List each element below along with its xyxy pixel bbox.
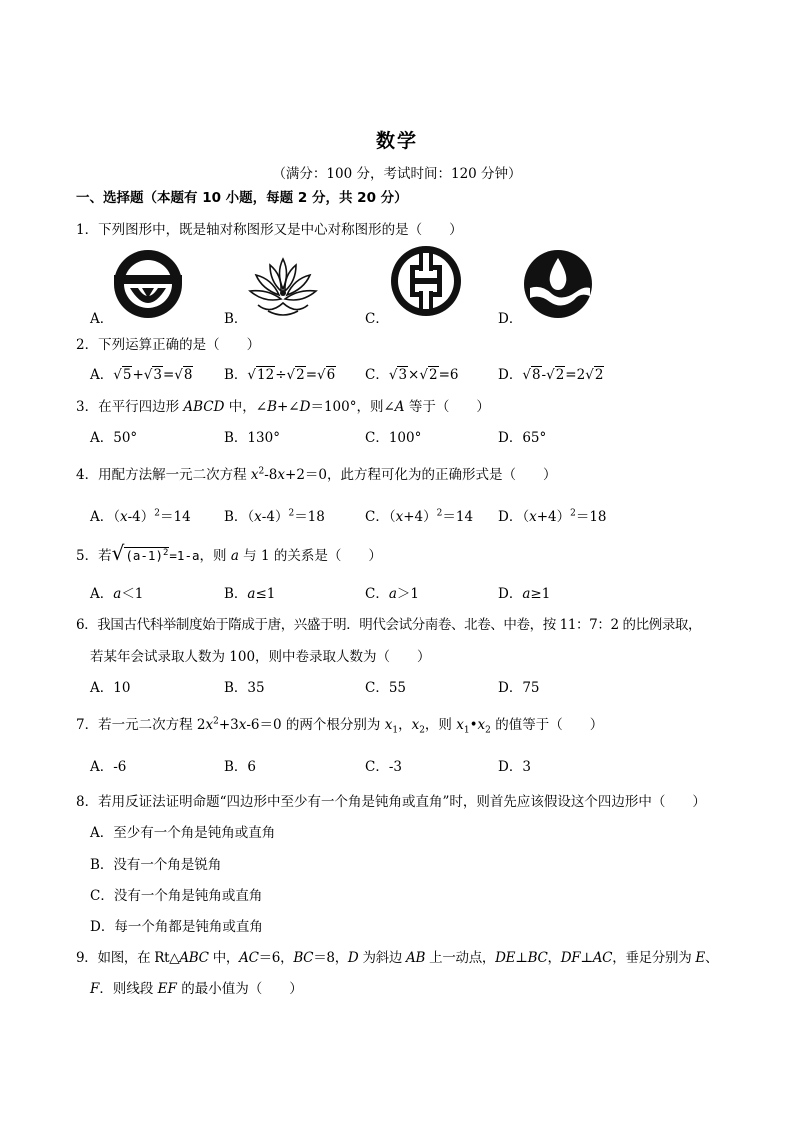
page-title: 数学 (375, 130, 418, 152)
q7-option-b: B．6 (224, 759, 257, 775)
q6-option-a: A．10 (90, 680, 131, 696)
lotus-icon (248, 255, 318, 319)
q5-option-b: B．a≤1 (224, 586, 276, 602)
q6-option-c: C．55 (365, 680, 407, 696)
q4-option-a: A．$(x-4)^2=14$ (90, 508, 191, 525)
q3-option-b: B．130° (224, 430, 280, 446)
q3-option-c: C．100° (365, 430, 422, 446)
q2-option-d: D．√8-√2=2√2 (498, 367, 604, 383)
question-9-line-1: 9．如图，在 Rt△ABC 中，AC＝6，BC＝8，D 为斜边 AB 上一动点，DE⊥BC，DF⊥AC，垂足分别为 E、 (76, 950, 719, 966)
q8-option-c: C．没有一个角是钝角或直角 (90, 888, 263, 904)
question-8: 8．若用反证法证明命题“四边形中至少有一个角是钝角或直角”时，则首先应该假设这个四边形中（ ） (76, 794, 706, 810)
section-heading: 一、选择题（本题有 10 小题，每题 2 分，共 20 分） (76, 190, 408, 206)
water-drop-logo-icon (522, 248, 594, 320)
question-9-line-2: F．则线段 EF 的最小值为（ ） (90, 981, 303, 997)
q8-option-d: D．每一个角都是钝角或直角 (90, 919, 263, 935)
q2-option-c: C．√3×√2=6 (365, 367, 459, 383)
q2-option-b: B．√12÷√2=√6 (224, 367, 336, 383)
q2-option-a: A．√5+√3=√8 (90, 367, 193, 383)
q4-option-b: B．$(x-4)^2=18$ (224, 508, 325, 525)
icbc-logo-icon (388, 243, 464, 319)
question-6-line-1: 6．我国古代科举制度始于隋成于唐，兴盛于明．明代会试分南卷、北卷、中卷，按 11：7：2 的比例录取， (76, 617, 702, 633)
q8-option-b: B．没有一个角是锐角 (90, 857, 222, 873)
bank-symbol-icon (112, 248, 184, 320)
q5-option-d: D．a≥1 (498, 586, 551, 602)
exam-info: （满分：100 分，考试时间：120 分钟） (272, 166, 522, 182)
question-4: 4．用配方法解一元二次方程 $x^2-8x+2=0$，此方程可化为的正确形式是（ ） (76, 466, 557, 483)
q6-option-d: D．75 (498, 680, 540, 696)
q7-option-d: D．3 (498, 759, 531, 775)
q1-option-b: B． (224, 311, 248, 327)
q6-option-b: B．35 (224, 680, 265, 696)
q1-option-a: A． (90, 311, 114, 327)
question-3: 3．在平行四边形 ABCD 中，∠B+∠D＝100°，则∠A 等于（ ） (76, 399, 490, 415)
question-6-line-2: 若某年会试录取人数为 100，则中卷录取人数为（ ） (90, 649, 431, 665)
question-2: 2．下列运算正确的是（ ） (76, 337, 261, 353)
question-7: 7．若一元二次方程 $2x^2+3x-6=0$ 的两个根分别为 $x_1$，$x_2$，则 $x_1•x_2$ 的值等于（ ） (76, 716, 604, 736)
q3-option-d: D．65° (498, 430, 547, 446)
q1-option-d: D． (498, 311, 523, 327)
question-5: 5．若$√(a-1)^2=1-a$，则 a 与 1 的关系是（ ） (76, 541, 382, 565)
q1-option-c: C． (365, 311, 389, 327)
q5-option-a: A．a＜1 (90, 586, 144, 602)
q7-option-a: A．-6 (90, 759, 127, 775)
q8-option-a: A．至少有一个角是钝角或直角 (90, 825, 276, 841)
q3-option-a: A．50° (90, 430, 138, 446)
q4-option-c: C．$(x+4)^2=14$ (365, 508, 474, 525)
question-1: 1．下列图形中，既是轴对称图形又是中心对称图形的是（ ） (76, 222, 463, 238)
q7-option-c: C．-3 (365, 759, 402, 775)
q4-option-d: D．$(x+4)^2=18$ (498, 508, 607, 525)
q5-option-c: C．a＞1 (365, 586, 419, 602)
